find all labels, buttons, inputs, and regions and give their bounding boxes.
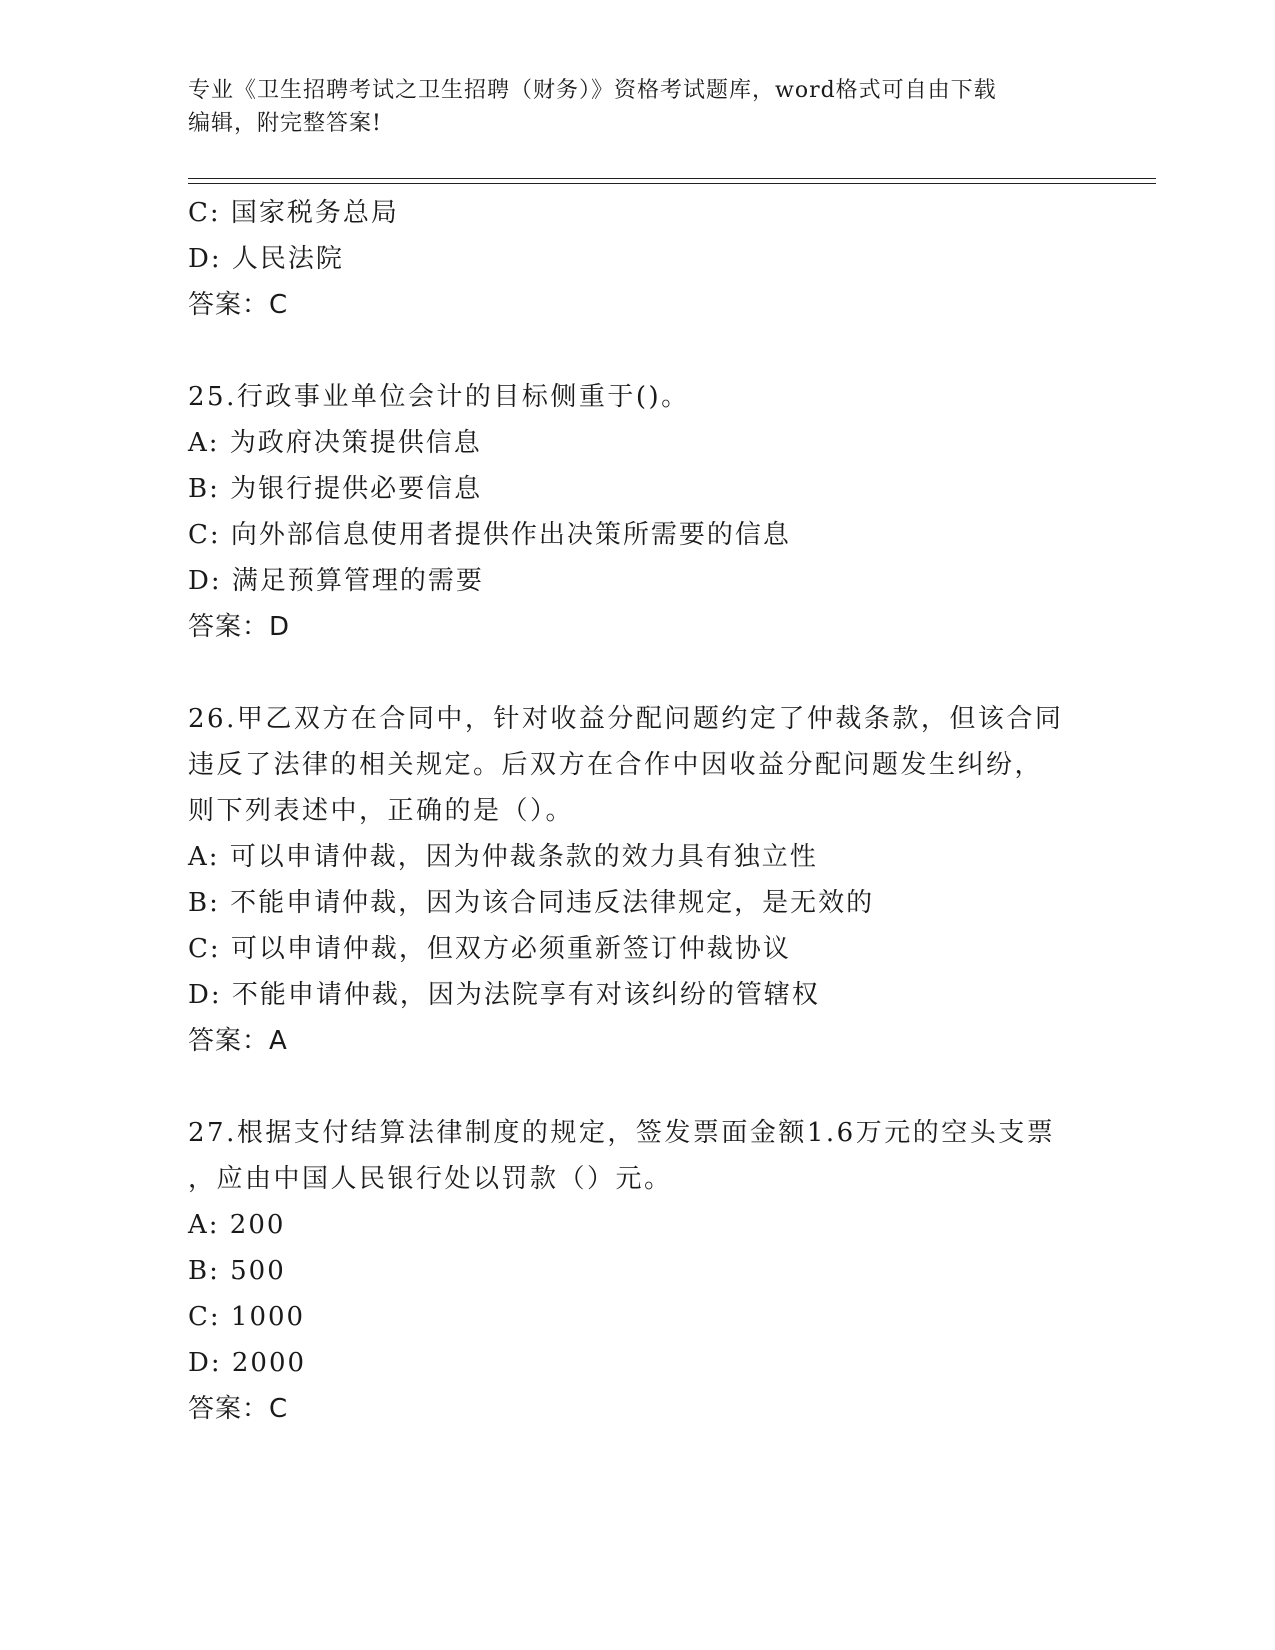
- option-c: C: 向外部信息使用者提供作出决策所需要的信息: [188, 520, 791, 550]
- option-c: C: 国家税务总局: [188, 198, 399, 228]
- question-text-line-2: ，应由中国人民银行处以罚款（）元。: [188, 1164, 673, 1194]
- question-text-line-3: 则下列表述中，正确的是（）。: [188, 796, 575, 826]
- question-text-line-1: 26.甲乙双方在合同中，针对收益分配问题约定了仲裁条款，但该合同: [188, 704, 1064, 734]
- option-d: D: 满足预算管理的需要: [188, 566, 484, 596]
- header-line-2: 编辑，附完整答案!: [188, 111, 382, 136]
- header-divider-top: [188, 178, 1156, 179]
- answer-label: 答案：C: [188, 290, 289, 320]
- option-a: A: 为政府决策提供信息: [188, 428, 482, 458]
- question-26: [188, 696, 1088, 1064]
- question-list: [188, 190, 1088, 1432]
- option-a: A: 200: [188, 1210, 286, 1240]
- option-d: D: 人民法院: [188, 244, 344, 274]
- question-text-line-2: 违反了法律的相关规定。后双方在合作中因收益分配问题发生纠纷，: [188, 750, 1044, 780]
- question-text: 25.行政事业单位会计的目标侧重于()。: [188, 382, 690, 412]
- document-header: [188, 74, 1068, 140]
- header-line-1: 专业《卫生招聘考试之卫生招聘（财务）》资格考试题库，word格式可自由下载: [188, 78, 997, 103]
- option-c: C: 可以申请仲裁，但双方必须重新签订仲裁协议: [188, 934, 791, 964]
- option-b: B: 为银行提供必要信息: [188, 474, 483, 504]
- header-divider-bottom: [188, 183, 1156, 184]
- option-c: C: 1000: [188, 1302, 306, 1332]
- answer-label: 答案：A: [188, 1026, 288, 1056]
- answer-label: 答案：D: [188, 612, 291, 642]
- question-24-continued: [188, 190, 1088, 328]
- option-a: A: 可以申请仲裁，因为仲裁条款的效力具有独立性: [188, 842, 818, 872]
- option-d: D: 2000: [188, 1348, 307, 1378]
- question-text-line-1: 27.根据支付结算法律制度的规定，签发票面金额1.6万元的空头支票: [188, 1118, 1056, 1148]
- question-27: [188, 1110, 1088, 1432]
- option-b: B: 500: [188, 1256, 286, 1286]
- option-d: D: 不能申请仲裁，因为法院享有对该纠纷的管辖权: [188, 980, 820, 1010]
- answer-label: 答案：C: [188, 1394, 289, 1424]
- option-b: B: 不能申请仲裁，因为该合同违反法律规定，是无效的: [188, 888, 875, 918]
- question-25: [188, 374, 1088, 650]
